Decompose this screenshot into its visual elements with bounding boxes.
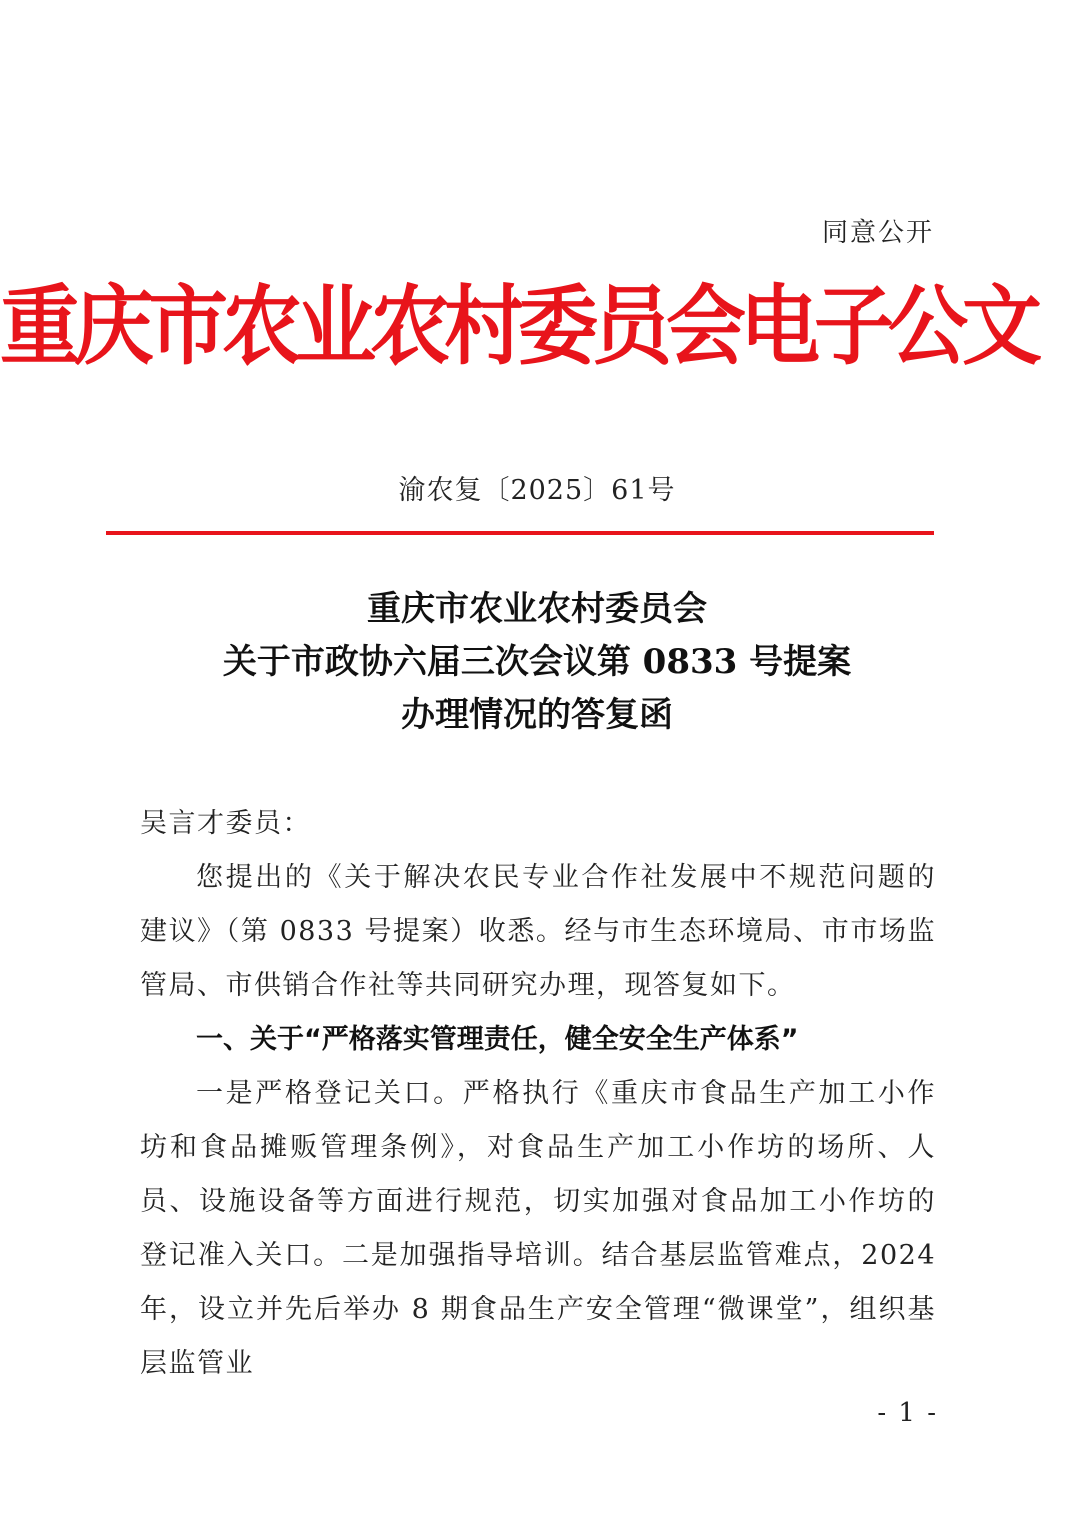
page-number: - 1 - [877, 1398, 938, 1428]
disclosure-label: 同意公开 [821, 218, 934, 248]
body-paragraph-intro: 您提出的《关于解决农民专业合作社发展中不规范问题的建议》（第 0833 号提案）收悉。经与市生态环境局、市市场监管局、市供销合作社等共同研究办理，现答复如下。 [140, 862, 936, 1001]
masthead-title: 重庆市农业农村委员会电子公文 [0, 275, 1036, 377]
document-body [140, 797, 936, 1391]
section-heading-1: 一、关于“严格落实管理责任，健全安全生产体系” [196, 1024, 799, 1055]
document-number: 渝农复〔2025〕61号 [398, 475, 676, 506]
red-divider [106, 531, 934, 535]
body-paragraph-section-1: 一是严格登记关口。严格执行《重庆市食品生产加工小作坊和食品摊贩管理条例》，对食品生产加工小作坊的场所、人员、设施设备等方面进行规范，切实加强对食品加工小作坊的登记准入关口。二是加强指导培训。结合基层监管难点，2024 年，设立并先后举办 8 期食品生产安全管理“微课堂”，组织基层监管业 [140, 1078, 936, 1379]
title-line-3: 办理情况的答复函 [401, 695, 673, 735]
document-title [0, 583, 1074, 742]
salutation: 吴言才委员： [140, 808, 311, 839]
title-line-1: 重庆市农业农村委员会 [367, 589, 707, 629]
title-line-2: 关于市政协六届三次会议第 0833 号提案 [222, 642, 852, 682]
